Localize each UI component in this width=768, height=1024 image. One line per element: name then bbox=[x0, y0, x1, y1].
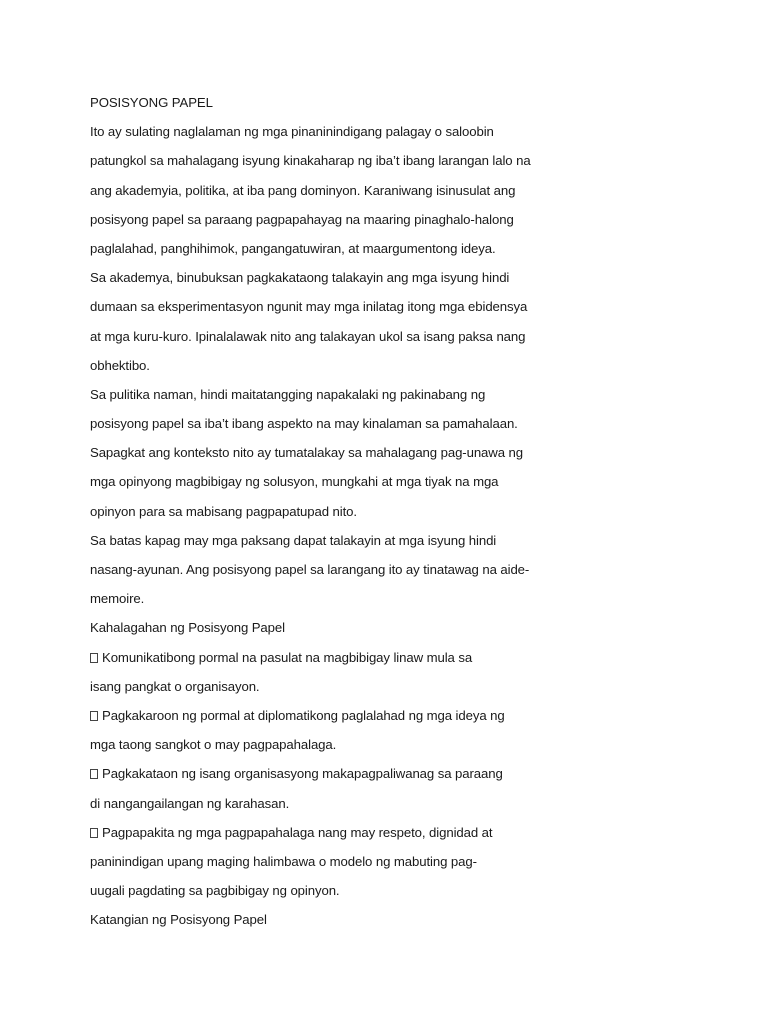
bullet-icon bbox=[90, 828, 98, 838]
line-text: paglalahad, panghihimok, pangangatuwiran, at maargumentong ideya. bbox=[90, 240, 496, 256]
line-text: at mga kuru-kuro. Ipinalalawak nito ang talakayan ukol sa isang paksa nang bbox=[90, 328, 526, 344]
text-line bbox=[90, 876, 530, 905]
bullet-line bbox=[90, 759, 530, 788]
line-text: posisyong papel sa paraang pagpapahayag na maaring pinaghalo-halong bbox=[90, 211, 514, 227]
text-line bbox=[90, 205, 530, 234]
line-text: Pagpapakita ng mga pagpapahalaga nang may respeto, dignidad at bbox=[102, 824, 493, 840]
text-line bbox=[90, 263, 530, 292]
text-line bbox=[90, 526, 530, 555]
text-line bbox=[90, 789, 530, 818]
text-line bbox=[90, 380, 530, 409]
bullet-line bbox=[90, 701, 530, 730]
line-text: isang pangkat o organisayon. bbox=[90, 678, 260, 694]
text-line bbox=[90, 409, 530, 438]
line-text: Pagkakataon ng isang organisasyong makapagpaliwanag sa paraang bbox=[102, 766, 503, 782]
line-text: Sa akademya, binubuksan pagkakataong talakayin ang mga isyung hindi bbox=[90, 270, 510, 286]
line-text: mga opinyong magbibigay ng solusyon, mungkahi at mga tiyak na mga bbox=[90, 474, 499, 490]
text-line bbox=[90, 847, 530, 876]
line-text: Katangian ng Posisyong Papel bbox=[90, 912, 267, 928]
bullet-icon bbox=[90, 653, 98, 663]
text-line bbox=[90, 292, 530, 321]
text-line bbox=[90, 613, 530, 642]
line-text: paninindigan upang maging halimbawa o modelo ng mabuting pag- bbox=[90, 853, 477, 869]
line-text: Komunikatibong pormal na pasulat na magbibigay linaw mula sa bbox=[102, 649, 473, 665]
text-line bbox=[90, 555, 530, 584]
text-line bbox=[90, 497, 530, 526]
bullet-icon bbox=[90, 769, 98, 779]
text-line bbox=[90, 351, 530, 380]
text-line bbox=[90, 234, 530, 263]
line-text: uugali pagdating sa pagbibigay ng opinyon. bbox=[90, 883, 340, 899]
line-text: dumaan sa eksperimentasyon ngunit may mga inilatag itong mga ebidensya bbox=[90, 299, 528, 315]
line-text: Sapagkat ang konteksto nito ay tumatalakay sa mahalagang pag-unawa ng bbox=[90, 445, 523, 461]
text-line bbox=[90, 322, 530, 351]
line-text: di nangangailangan ng karahasan. bbox=[90, 795, 290, 811]
bullet-line bbox=[90, 818, 530, 847]
text-line bbox=[90, 117, 530, 146]
line-text: ang akademyia, politika, at iba pang dominyon. Karaniwang isinusulat ang bbox=[90, 182, 516, 198]
line-text: Pagkakaroon ng pormal at diplomatikong paglalahad ng mga ideya ng bbox=[102, 707, 505, 723]
line-text: POSISYONG PAPEL bbox=[90, 95, 213, 110]
line-text: opinyon para sa mabisang pagpapatupad nito. bbox=[90, 503, 357, 519]
line-text: nasang-ayunan. Ang posisyong papel sa larangang ito ay tinatawag na aide- bbox=[90, 562, 530, 577]
text-line bbox=[90, 672, 530, 701]
bullet-icon bbox=[90, 711, 98, 721]
line-text: Sa pulitika naman, hindi maitatangging napakalaki ng pakinabang ng bbox=[90, 386, 486, 402]
text-line bbox=[90, 730, 530, 759]
document-body bbox=[90, 88, 530, 934]
line-text: Sa batas kapag may mga paksang dapat talakayin at mga isyung hindi bbox=[90, 532, 497, 548]
text-line bbox=[90, 467, 530, 496]
line-text: posisyong papel sa iba’t ibang aspekto na may kinalaman sa pamahalaan. bbox=[90, 416, 518, 432]
line-text: Kahalagahan ng Posisyong Papel bbox=[90, 620, 285, 636]
line-text: memoire. bbox=[90, 591, 145, 607]
document-title bbox=[90, 88, 530, 117]
line-text: Ito ay sulating naglalaman ng mga pinaninindigang palagay o saloobin bbox=[90, 124, 494, 140]
text-line bbox=[90, 176, 530, 205]
text-line bbox=[90, 146, 530, 175]
text-line bbox=[90, 584, 530, 613]
text-line bbox=[90, 438, 530, 467]
line-text: mga taong sangkot o may pagpapahalaga. bbox=[90, 737, 337, 753]
text-line bbox=[90, 905, 530, 934]
bullet-line bbox=[90, 643, 530, 672]
line-text: patungkol sa mahalagang isyung kinakaharap ng iba’t ibang larangan lalo na bbox=[90, 153, 531, 169]
line-text: obhektibo. bbox=[90, 357, 150, 373]
